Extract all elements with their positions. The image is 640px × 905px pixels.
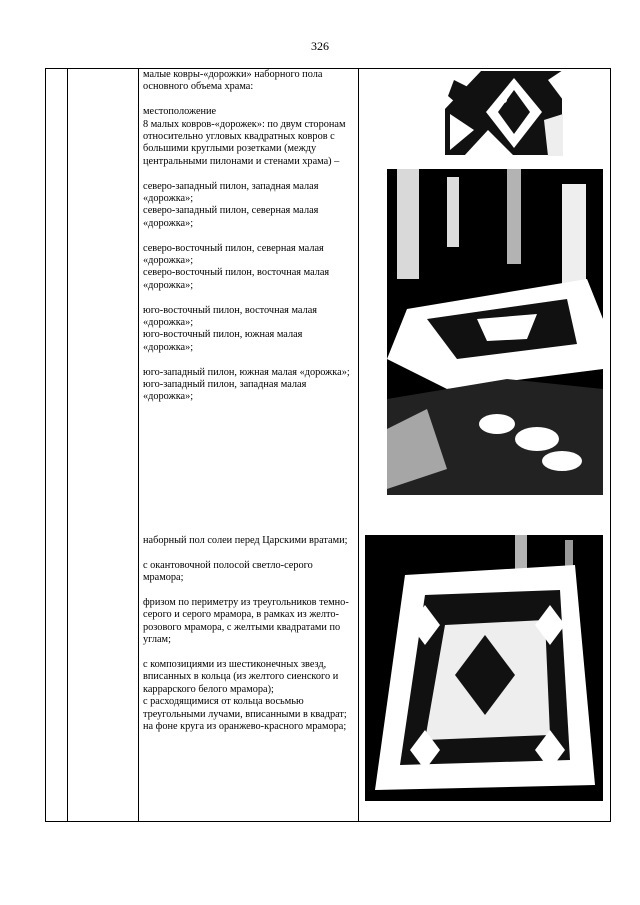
text-paragraph: с окантовочной полосой светло-серого мрамора; bbox=[143, 559, 313, 584]
text-paragraph: северо-западный пилон, западная малая «дорожка»; северо-западный пилон, северная малая «дорожка»; bbox=[143, 180, 319, 229]
text-paragraph: с композициями из шестиконечных звезд, вписанных в кольца (из желтого сиенского и каррарского белого мрамора); с расходящимися от кольца восьмью треугольными лучами, вписанными в квадрат; на фоне круга из оранжево-красного мрамора; bbox=[143, 659, 347, 733]
text-paragraph: малые ковры-«дорожки» наборного пола основного объема храма: bbox=[143, 69, 323, 93]
section-small-carpets-text bbox=[143, 69, 353, 416]
text-paragraph: юго-западный пилон, южная малая «дорожка»; юго-западный пилон, западная малая «дорожка»; bbox=[143, 366, 350, 403]
text-paragraph: северо-восточный пилон, северная малая «дорожка»; северо-восточный пилон, восточная малая «дорожка»; bbox=[143, 242, 330, 291]
column-divider bbox=[358, 69, 359, 821]
solea-floor-photo bbox=[365, 535, 603, 801]
page-number: 326 bbox=[311, 39, 329, 53]
text-paragraph: наборный пол солеи перед Царскими вратами; bbox=[143, 535, 348, 546]
church-interior-photo bbox=[387, 169, 603, 495]
column-divider bbox=[138, 69, 139, 821]
text-paragraph: местоположение 8 малых ковров-«дорожек»: по двум сторонам относительно угловых квадратных ковров с большими круглыми розетками (между центральными пилонами и стенами храма) – bbox=[143, 106, 346, 167]
text-paragraph: фризом по периметру из треугольников темно- серого и серого мрамора, в рамках из желто-розового мрамора, с желтыми квадратами по углам; bbox=[143, 597, 349, 646]
column-divider bbox=[67, 69, 68, 821]
text-paragraph: юго-восточный пилон, восточная малая «дорожка»; юго-восточный пилон, южная малая «дорожка»; bbox=[143, 304, 318, 353]
floor-pattern-photo bbox=[444, 70, 563, 156]
section-solea-floor-text bbox=[143, 535, 353, 746]
